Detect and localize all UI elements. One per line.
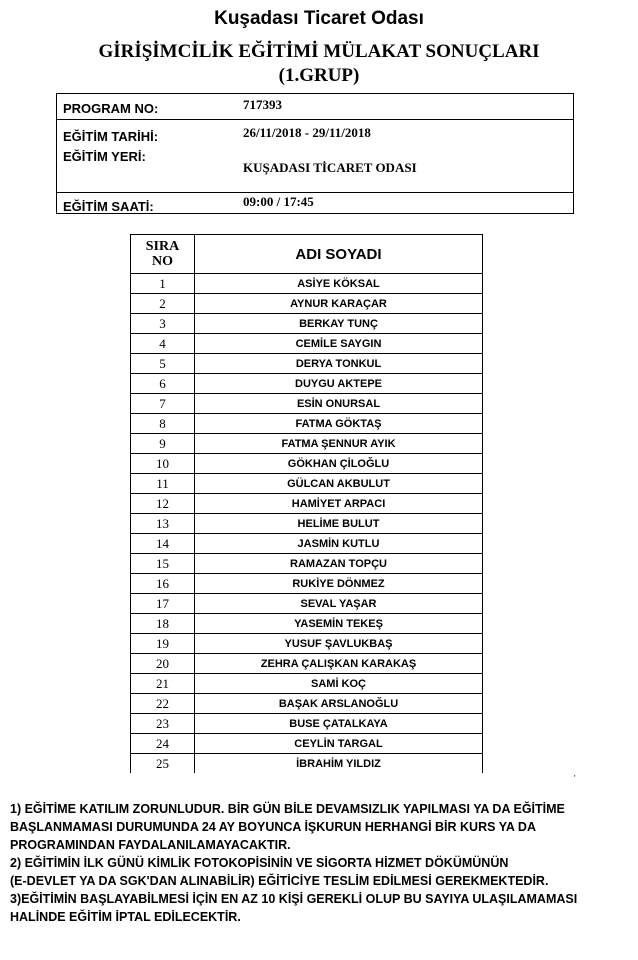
participant-name: RAMAZAN TOPÇU xyxy=(195,554,483,574)
note-line: BAŞLANMAMASI DURUMUNDA 24 AY BOYUNCA İŞKURUN HERHANGİ BİR KURS YA DA xyxy=(10,820,536,834)
organization-title: Kuşadası Ticaret Odası xyxy=(214,8,424,29)
table-row xyxy=(131,734,483,754)
participant-name: HELİME BULUT xyxy=(195,514,483,534)
training-date-label: EĞİTİM TARİHİ: xyxy=(63,129,159,144)
row-number: 5 xyxy=(131,354,195,374)
table-row xyxy=(131,754,483,774)
participant-name: YASEMİN TEKEŞ xyxy=(195,614,483,634)
table-row xyxy=(131,574,483,594)
training-time-label: EĞİTİM SAATİ: xyxy=(63,199,154,214)
row-number: 16 xyxy=(131,574,195,594)
row-number: 2 xyxy=(131,294,195,314)
row-number: 3 xyxy=(131,314,195,334)
participants-table xyxy=(130,234,483,773)
table-row xyxy=(131,434,483,454)
row-number: 10 xyxy=(131,454,195,474)
note-line: (E-DEVLET YA DA SGK'DAN ALINABİLİR) EĞİTİCİYE TESLİM EDİLMESİ GEREKMEKTEDİR. xyxy=(10,874,549,888)
training-place-label: EĞİTİM YERİ: xyxy=(63,149,146,164)
participant-name: İBRAHİM YILDIZ xyxy=(195,754,483,774)
table-row xyxy=(131,354,483,374)
participant-name: YUSUF ŞAVLUKBAŞ xyxy=(195,634,483,654)
table-row xyxy=(131,394,483,414)
row-number: 4 xyxy=(131,334,195,354)
participant-name: ZEHRA ÇALIŞKAN KARAKAŞ xyxy=(195,654,483,674)
table-row xyxy=(131,554,483,574)
info-divider xyxy=(57,119,573,120)
row-number: 11 xyxy=(131,474,195,494)
row-number: 8 xyxy=(131,414,195,434)
table-row xyxy=(131,714,483,734)
participant-name: CEYLİN TARGAL xyxy=(195,734,483,754)
training-date-value: 26/11/2018 - 29/11/2018 xyxy=(243,125,371,140)
participant-name: CEMİLE SAYGIN xyxy=(195,334,483,354)
table-row xyxy=(131,314,483,334)
training-place-value: KUŞADASI TİCARET ODASI xyxy=(243,160,417,175)
row-number: 13 xyxy=(131,514,195,534)
note-line: 2) EĞİTİMİN İLK GÜNÜ KİMLİK FOTOKOPİSİNİN VE SİGORTA HİZMET DÖKÜMÜNÜN xyxy=(10,856,509,870)
participant-name: GÜLCAN AKBULUT xyxy=(195,474,483,494)
row-number: 14 xyxy=(131,534,195,554)
document-title-group: (1.GRUP) xyxy=(278,65,360,86)
row-number: 15 xyxy=(131,554,195,574)
participant-name: FATMA ŞENNUR AYIK xyxy=(195,434,483,454)
program-no-value: 717393 xyxy=(243,97,282,112)
row-number: 1 xyxy=(131,274,195,294)
table-row xyxy=(131,334,483,354)
document-title xyxy=(0,40,638,88)
row-number: 18 xyxy=(131,614,195,634)
document-title-main: GİRİŞİMCİLİK EĞİTİMİ MÜLAKAT SONUÇLARI xyxy=(98,41,540,62)
column-header-sira: SIRA xyxy=(145,239,180,254)
participant-name: SAMİ KOÇ xyxy=(195,674,483,694)
row-number: 9 xyxy=(131,434,195,454)
column-header-no: NO xyxy=(152,254,173,269)
participant-name: HAMİYET ARPACI xyxy=(195,494,483,514)
note-line: 3)EĞİTİMİN BAŞLAYABİLMESİ İÇİN EN AZ 10 KİŞİ GEREKLİ OLUP BU SAYIYA ULAŞILAMAMASI xyxy=(10,892,578,906)
participant-name: ESİN ONURSAL xyxy=(195,394,483,414)
table-row xyxy=(131,614,483,634)
column-header-sira-no xyxy=(131,235,195,274)
table-row xyxy=(131,374,483,394)
info-divider xyxy=(57,192,573,193)
row-number: 21 xyxy=(131,674,195,694)
participant-name: JASMİN KUTLU xyxy=(195,534,483,554)
table-row xyxy=(131,674,483,694)
note-line: PROGRAMINDAN FAYDALANILAMAYACAKTIR. xyxy=(10,838,291,852)
table-row xyxy=(131,274,483,294)
table-row xyxy=(131,454,483,474)
row-number: 25 xyxy=(131,754,195,774)
table-row xyxy=(131,494,483,514)
row-number: 23 xyxy=(131,714,195,734)
participant-name: FATMA GÖKTAŞ xyxy=(195,414,483,434)
column-header-name: ADI SOYADI xyxy=(195,235,483,274)
table-row xyxy=(131,654,483,674)
row-number: 24 xyxy=(131,734,195,754)
table-row xyxy=(131,474,483,494)
participant-name: ASİYE KÖKSAL xyxy=(195,274,483,294)
program-no-label: PROGRAM NO: xyxy=(63,101,159,116)
note-line: HALİNDE EĞİTİM İPTAL EDİLECEKTİR. xyxy=(10,910,241,924)
program-info-box xyxy=(56,93,574,214)
row-number: 17 xyxy=(131,594,195,614)
row-number: 6 xyxy=(131,374,195,394)
table-row xyxy=(131,694,483,714)
participant-name: DUYGU AKTEPE xyxy=(195,374,483,394)
note-line: 1) EĞİTİME KATILIM ZORUNLUDUR. BİR GÜN BİLE DEVAMSIZLIK YAPILMASI YA DA EĞİTİME xyxy=(10,802,565,816)
row-number: 22 xyxy=(131,694,195,714)
participant-name: BUSE ÇATALKAYA xyxy=(195,714,483,734)
table-row xyxy=(131,594,483,614)
participant-name: RUKİYE DÖNMEZ xyxy=(195,574,483,594)
row-number: 12 xyxy=(131,494,195,514)
participant-name: SEVAL YAŞAR xyxy=(195,594,483,614)
table-row xyxy=(131,534,483,554)
participant-name: BERKAY TUNÇ xyxy=(195,314,483,334)
participant-name: GÖKHAN ÇİLOĞLU xyxy=(195,454,483,474)
row-number: 20 xyxy=(131,654,195,674)
notes-section xyxy=(10,800,625,926)
row-number: 7 xyxy=(131,394,195,414)
table-header-row xyxy=(131,235,483,274)
table-row xyxy=(131,634,483,654)
participant-name: BAŞAK ARSLANOĞLU xyxy=(195,694,483,714)
row-number: 19 xyxy=(131,634,195,654)
table-row xyxy=(131,514,483,534)
training-time-value: 09:00 / 17:45 xyxy=(243,194,314,209)
participant-name: DERYA TONKUL xyxy=(195,354,483,374)
table-row xyxy=(131,294,483,314)
stray-mark: ' xyxy=(574,774,576,783)
table-row xyxy=(131,414,483,434)
participant-name: AYNUR KARAÇAR xyxy=(195,294,483,314)
